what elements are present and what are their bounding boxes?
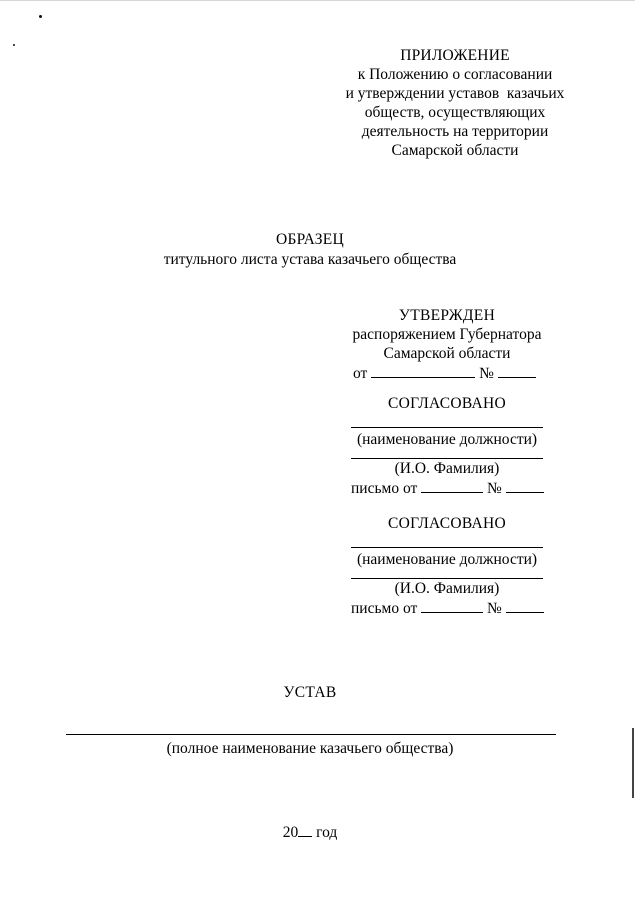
letter-number-blank	[506, 478, 544, 493]
charter-title: УСТАВ	[283, 684, 337, 701]
number-prefix: №	[479, 365, 494, 382]
letter-row	[351, 598, 547, 618]
agreed-block	[347, 394, 547, 498]
date-prefix: от	[353, 365, 368, 382]
year-row	[260, 822, 360, 842]
letter-prefix: письмо от	[351, 600, 418, 617]
scan-speck	[39, 15, 42, 18]
sample-subtitle: титульного листа устава казачьего общества	[163, 251, 457, 268]
agreed-block	[347, 514, 547, 618]
scan-top-edge	[0, 0, 635, 1]
scan-right-edge	[632, 728, 634, 798]
year-suffix: год	[316, 824, 338, 841]
appendix-block	[340, 46, 570, 160]
scan-speck	[13, 44, 15, 46]
letter-date-blank	[421, 598, 483, 613]
appendix-title: ПРИЛОЖЕНИЕ	[400, 47, 510, 64]
approved-line: Самарской области	[383, 345, 511, 362]
appendix-line: и утверждении уставов казачьих	[345, 85, 565, 102]
approved-block	[347, 306, 547, 383]
year-blank	[298, 822, 312, 837]
letter-prefix: письмо от	[351, 480, 418, 497]
sample-block	[120, 230, 500, 270]
letter-number-prefix: №	[487, 480, 502, 497]
appendix-line: Самарской области	[391, 142, 519, 159]
number-blank	[498, 363, 536, 378]
agreed-title: СОГЛАСОВАНО	[387, 515, 507, 532]
letter-row	[351, 478, 547, 498]
position-blank	[351, 537, 543, 548]
appendix-line: деятельность на территории	[361, 123, 549, 140]
date-blank	[371, 363, 475, 378]
letter-number-blank	[506, 598, 544, 613]
charter-caption: (полное наименование казачьего общества)	[166, 740, 454, 757]
name-caption: (И.О. Фамилия)	[394, 580, 500, 597]
position-caption: (наименование должности)	[356, 551, 538, 568]
approved-title: УТВЕРЖДЕН	[398, 307, 496, 324]
name-blank	[351, 449, 543, 459]
name-caption: (И.О. Фамилия)	[394, 460, 500, 477]
charter-name-blank	[66, 734, 556, 735]
name-blank	[351, 569, 543, 579]
position-caption: (наименование должности)	[356, 431, 538, 448]
position-blank	[351, 417, 543, 428]
sample-title: ОБРАЗЕЦ	[275, 231, 345, 248]
letter-date-blank	[421, 478, 483, 493]
year-prefix: 20	[282, 824, 299, 841]
appendix-line: к Положению о согласовании	[357, 66, 553, 83]
appendix-line: обществ, осуществляющих	[364, 104, 546, 121]
approved-date-row	[353, 363, 547, 383]
agreed-title: СОГЛАСОВАНО	[387, 395, 507, 412]
letter-number-prefix: №	[487, 600, 502, 617]
approved-line: распоряжением Губернатора	[352, 326, 542, 343]
